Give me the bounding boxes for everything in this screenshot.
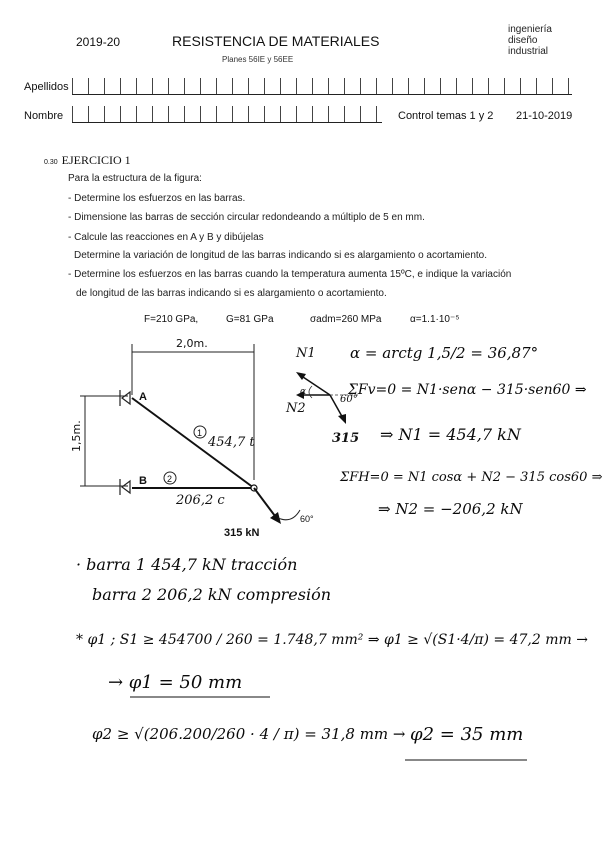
load-angle-arc [278, 510, 300, 520]
fbd-alpha-label: α [300, 387, 307, 397]
logo-line-2: diseño [508, 35, 538, 46]
fbd-angle-label: 60° [340, 394, 358, 405]
exercise-item: - Dimensione las barras de sección circular redondeando a múltiplo de 5 en mm. [68, 212, 425, 223]
exercise-item: Determine la variación de longitud de las barras indicando si es alargamiento o acortamiento. [74, 250, 488, 261]
exercise-title-text: EJERCICIO 1 [61, 153, 131, 167]
n2-result: ⇒ N2 = −206,2 kN [378, 500, 523, 518]
bar-1-number: 1 [197, 428, 203, 438]
n1-result: ⇒ N1 = 454,7 kN [380, 425, 521, 444]
phi2-result: φ2 = 35 mm [410, 724, 524, 745]
load-arrow-head-icon [270, 512, 281, 524]
apellidos-label: Apellidos [24, 81, 69, 93]
fbd-alpha-arc [309, 386, 312, 398]
exercise-item: - Determine los esfuerzos en las barras. [68, 193, 246, 204]
dim-vertical-label: 1,5m. [70, 420, 83, 452]
exercise-points: 0.30 [44, 159, 58, 166]
prop-allowable-stress: σadm=260 MPa [310, 314, 382, 325]
plans-label: Planes 56IE y 56EE [222, 55, 294, 64]
prop-elastic-modulus: F=210 GPa, [144, 314, 199, 325]
fbd-n1-label: N1 [296, 346, 316, 361]
phi1-result: → φ1 = 50 mm [108, 672, 243, 693]
logo-line-1: ingeniería [508, 24, 552, 35]
support-b-icon [120, 479, 130, 495]
node-b-label: B [139, 475, 147, 487]
load-angle-label: 60° [300, 514, 314, 524]
bar-2-result: barra 2 206,2 kN compresión [92, 585, 332, 604]
bar-1-force-note: 454,7 t [208, 435, 255, 450]
sum-fv-equation: ΣFv=0 = N1·senα − 315·sen60 ⇒ [348, 382, 587, 398]
exercise-item: de longitud de las barras indicando si es alargamiento o acortamiento. [76, 288, 387, 299]
nombre-label: Nombre [24, 110, 64, 122]
fbd-load-label: 315 [332, 431, 360, 446]
fbd-load-arrow-icon [338, 414, 346, 424]
exercise-item: - Determine los esfuerzos en las barras cuando la temperatura aumenta 15ºC, e indique la variación [68, 269, 512, 280]
page-title: RESISTENCIA DE MATERIALES [172, 33, 380, 49]
bar-2-number: 2 [167, 474, 173, 484]
bar-2-force-note: 206,2 c [176, 493, 225, 508]
date-label: 21-10-2019 [516, 110, 573, 122]
bar-1-result: · barra 1 454,7 kN tracción [76, 555, 298, 574]
logo-line-3: industrial [508, 46, 549, 57]
phi1-equation: * φ1 ; S1 ≥ 454700 / 260 = 1.748,7 mm² ⇒ φ1 ≥ √(S1·4/π) = 47,2 mm → [76, 632, 588, 648]
node-a-label: A [139, 391, 147, 403]
exercise-intro: Para la estructura de la figura: [68, 173, 202, 184]
control-label: Control temas 1 y 2 [398, 110, 494, 122]
support-a-icon [120, 390, 130, 406]
fbd-n2-label: N2 [286, 401, 306, 416]
phi2-equation: φ2 ≥ √(206.200/260 · 4 / π) = 31,8 mm → [92, 725, 406, 743]
sum-fh-equation: ΣFH=0 = N1 cosα + N2 − 315 cos60 ⇒ [340, 470, 602, 485]
dim-horizontal-label: 2,0m. [176, 337, 208, 350]
exercise-item: - Calcule las reacciones en A y B y dibújelas [68, 232, 264, 243]
header-year: 2019-20 [76, 35, 121, 49]
prop-thermal-coefficient: α=1.1·10⁻⁵ [410, 314, 460, 325]
load-label: 315 kN [224, 527, 260, 539]
alpha-equation: α = arctg 1,5/2 = 36,87° [350, 344, 539, 362]
prop-shear-modulus: G=81 GPa [226, 314, 274, 325]
